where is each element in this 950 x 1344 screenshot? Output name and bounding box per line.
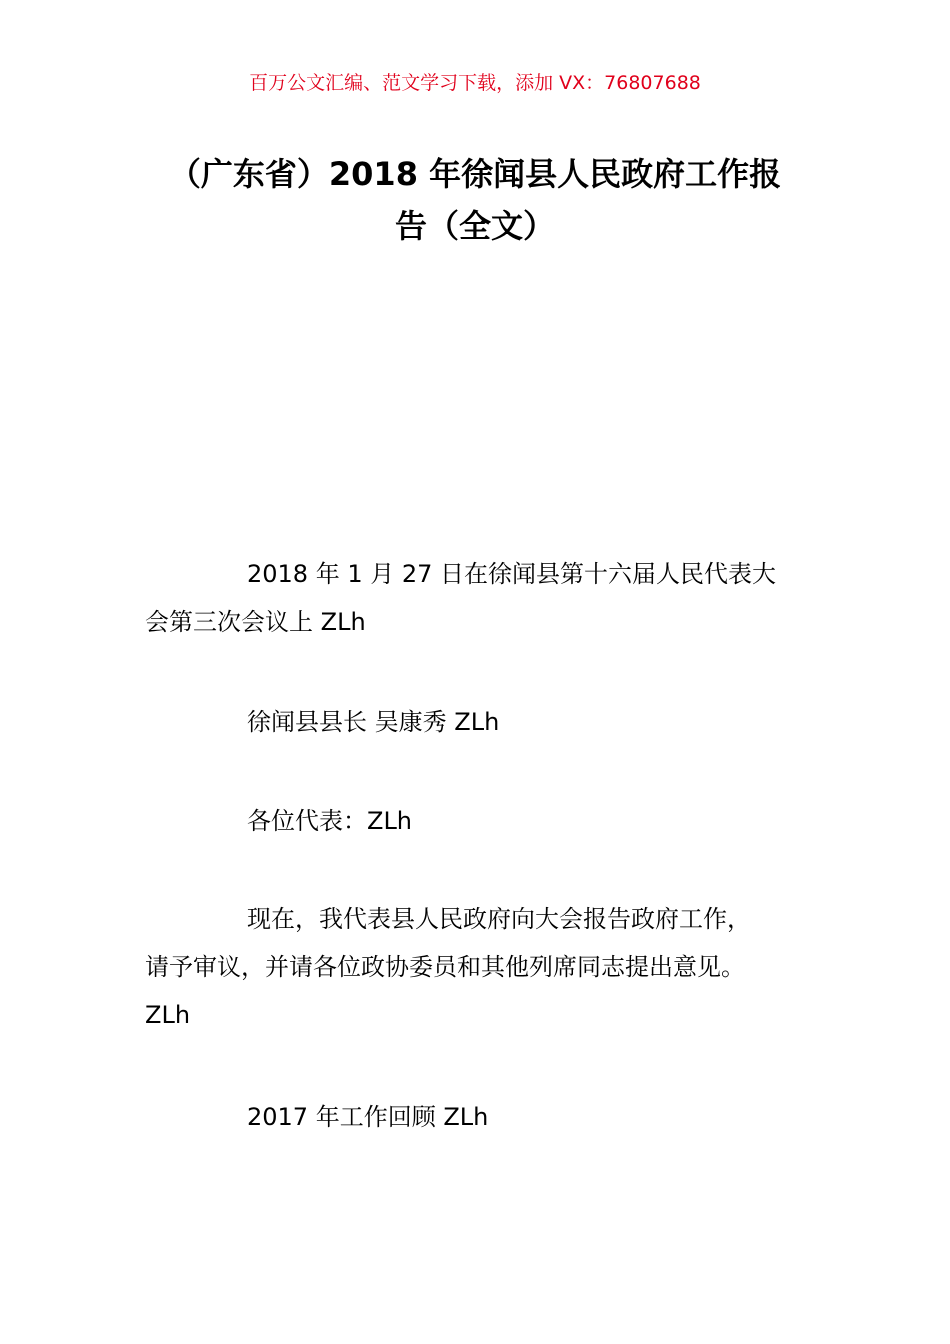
header-promo-text: 百万公文汇编、范文学习下载，添加 VX：76807688 (249, 72, 701, 94)
section-heading-2017-review: 2017 年工作回顾 ZLh (247, 1103, 489, 1131)
opening-line-2: 请予审议，并请各位政协委员和其他列席同志提出意见。 (145, 953, 745, 981)
meeting-paragraph (145, 550, 835, 646)
meeting-line-2: 会第三次会议上 ZLh (145, 608, 366, 636)
speaker-line: 徐闻县县长 吴康秀 ZLh (247, 708, 500, 736)
opening-line-1: 现在，我代表县人民政府向大会报告政府工作， (247, 905, 751, 933)
document-title-line-2: 告（全文） (394, 207, 555, 245)
meeting-line-1: 2018 年 1 月 27 日在徐闻县第十六届人民代表大 (247, 560, 777, 588)
opening-line-3: ZLh (145, 1001, 191, 1029)
opening-paragraph (145, 895, 835, 1039)
salutation-line: 各位代表：ZLh (247, 807, 413, 835)
document-title-line-1: （广东省）2018 年徐闻县人民政府工作报 (168, 155, 782, 193)
document-title (140, 148, 810, 252)
